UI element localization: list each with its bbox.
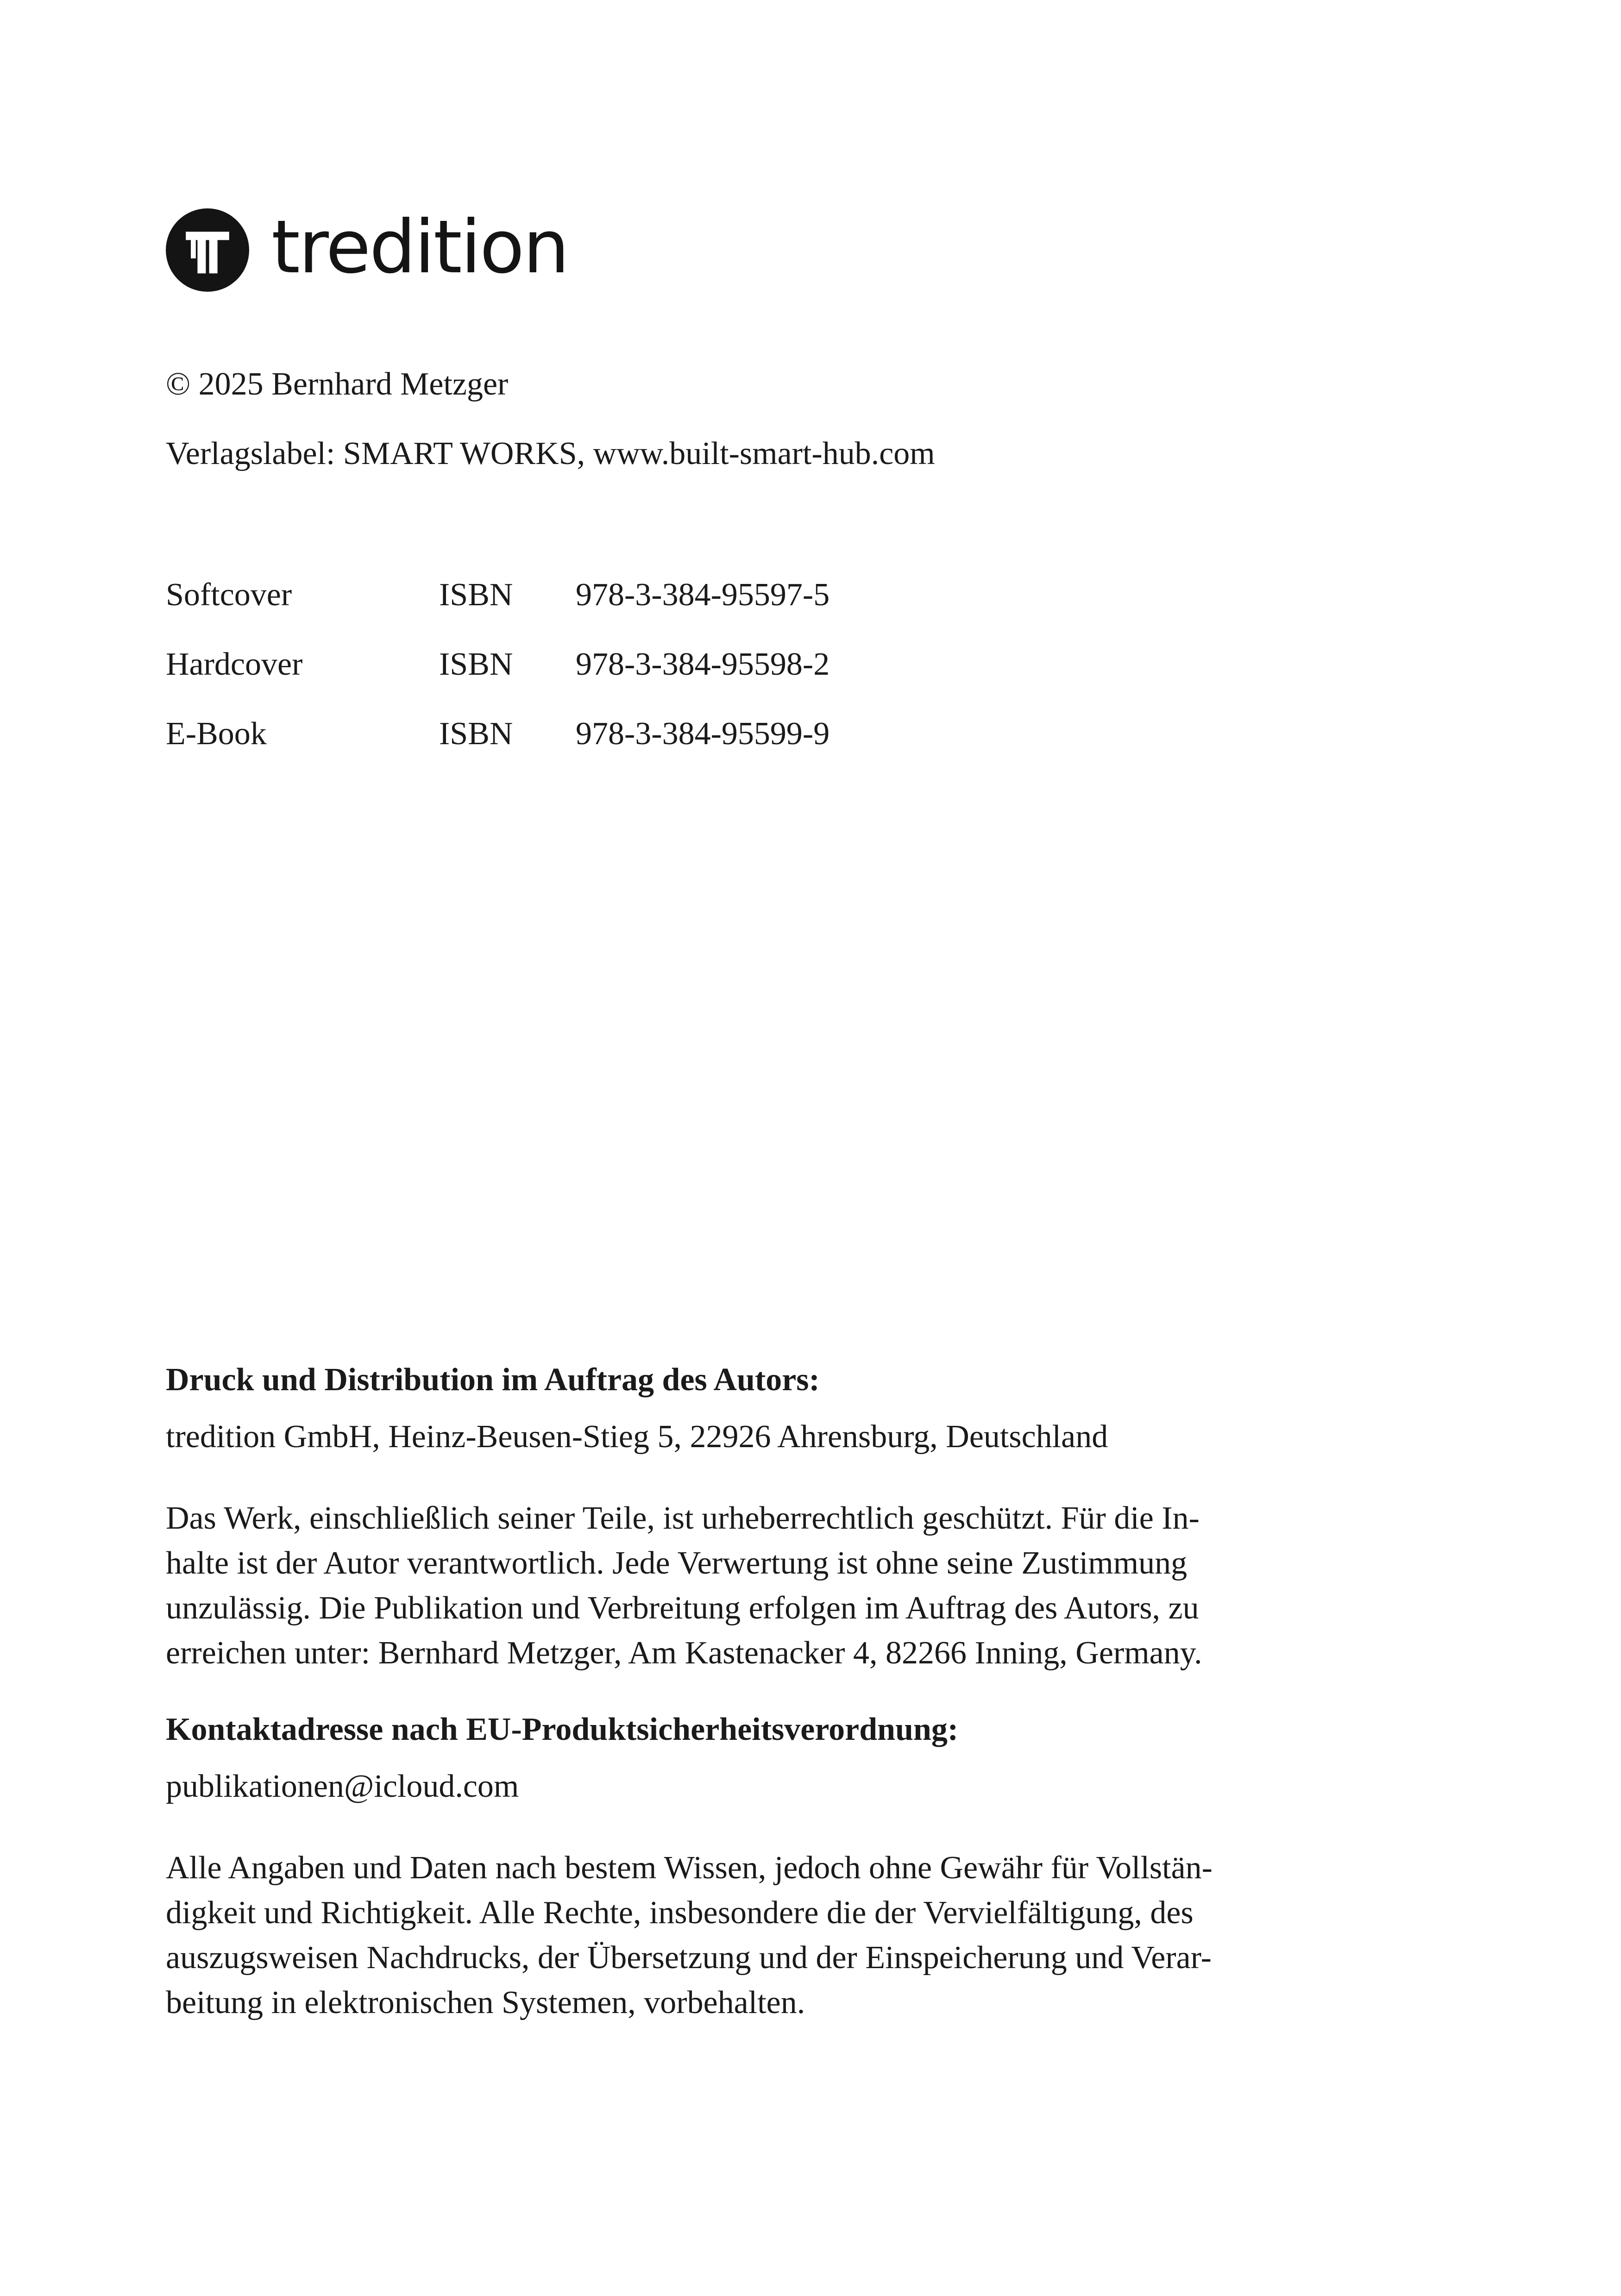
rights-line: halte ist der Autor verantwortlich. Jede Verwertung ist ohne seine Zustimmung <box>166 1545 1187 1581</box>
contact-heading: Kontaktadresse nach EU-Produktsicherheitsverordnung: <box>166 1712 959 1747</box>
isbn-number: 978-3-384-95599-9 <box>576 716 830 752</box>
isbn-row-hardcover <box>166 648 829 718</box>
rights-line: unzulässig. Die Publikation und Verbreitung erfolgen im Auftrag des Autors, zu <box>166 1590 1199 1626</box>
isbn-row-ebook <box>166 718 829 787</box>
contact-email: publikationen@icloud.com <box>166 1769 519 1804</box>
rights-line: Das Werk, einschließlich seiner Teile, ist urheberrechtlich geschützt. Für die In- <box>166 1500 1200 1536</box>
disclaimer-line: Alle Angaben und Daten nach bestem Wissen, jedoch ohne Gewähr für Vollstän- <box>166 1850 1213 1886</box>
disclaimer-line: beitung in elektronischen Systemen, vorbehalten. <box>166 1985 805 2020</box>
logo-wordmark: tredition <box>271 205 568 290</box>
copyright-line: © 2025 Bernhard Metzger <box>166 366 509 402</box>
publisher-label-line: Verlagslabel: SMART WORKS, www.built-smart-hub.com <box>166 436 935 471</box>
isbn-format: Softcover <box>166 577 292 613</box>
rights-line: erreichen unter: Bernhard Metzger, Am Kastenacker 4, 82266 Inning, Germany. <box>166 1635 1202 1671</box>
isbn-format: E-Book <box>166 716 267 752</box>
isbn-key: ISBN <box>439 577 513 613</box>
print-address: tredition GmbH, Heinz-Beusen-Stieg 5, 22926 Ahrensburg, Deutschland <box>166 1419 1108 1455</box>
isbn-number: 978-3-384-95597-5 <box>576 577 830 613</box>
publisher-logo <box>166 205 568 292</box>
isbn-number: 978-3-384-95598-2 <box>576 646 830 682</box>
tredition-logo-icon <box>166 208 249 292</box>
disclaimer-paragraph <box>166 1845 1416 2025</box>
rights-paragraph <box>166 1496 1416 1675</box>
isbn-key: ISBN <box>439 646 513 682</box>
print-heading: Druck und Distribution im Auftrag des Autors: <box>166 1362 820 1398</box>
disclaimer-line: auszugsweisen Nachdrucks, der Übersetzung und der Einspeicherung und Verar- <box>166 1940 1212 1976</box>
isbn-key: ISBN <box>439 716 513 752</box>
imprint-details <box>166 1364 1416 2025</box>
disclaimer-line: digkeit und Richtigkeit. Alle Rechte, insbesondere die der Vervielfältigung, des <box>166 1895 1194 1931</box>
isbn-row-softcover <box>166 579 829 648</box>
isbn-format: Hardcover <box>166 646 303 682</box>
isbn-table <box>166 579 829 787</box>
